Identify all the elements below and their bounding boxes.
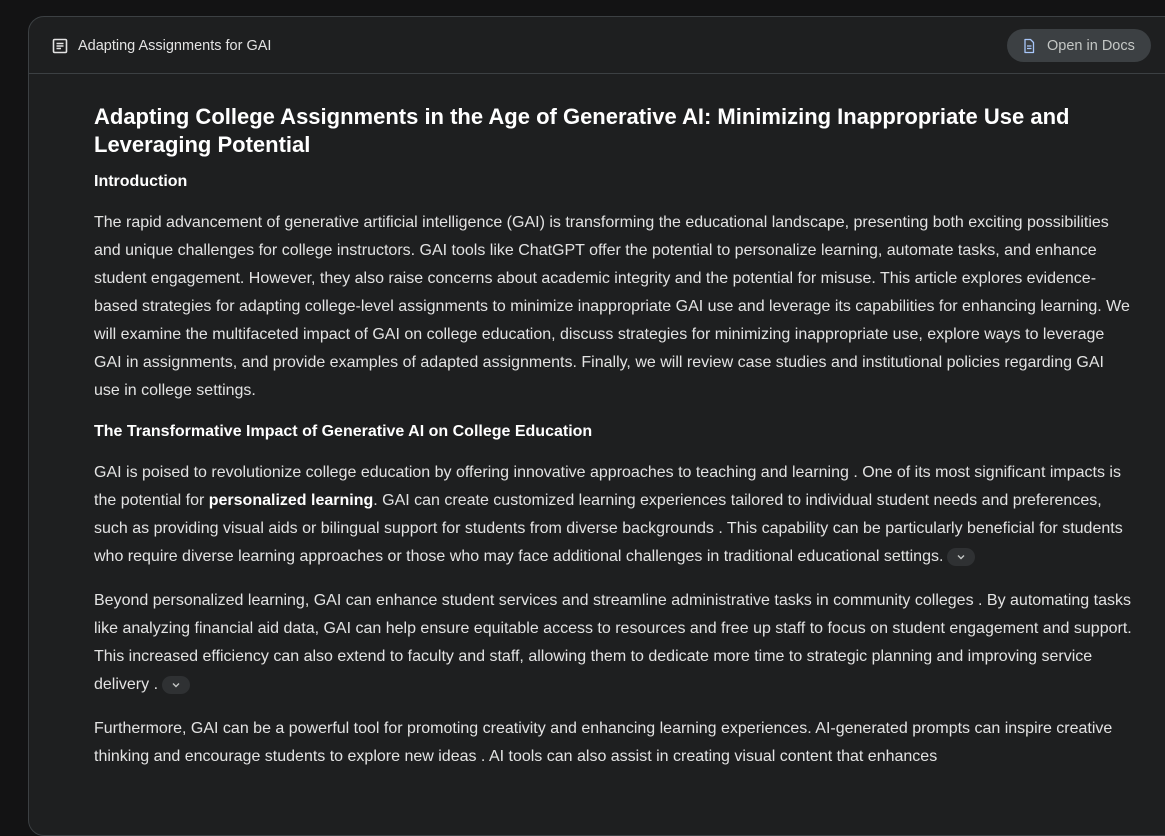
expand-sources-chip[interactable]	[947, 548, 975, 566]
document-content	[94, 103, 1134, 771]
intro-paragraph: The rapid advancement of generative artificial intelligence (GAI) is transforming the educational landscape, presenting both exciting possibilities and unique challenges for college instructors. GAI tools like ChatGPT offer the potential to personalize learning, automate tasks, and enhance student engagement. However, they also raise concerns about academic integrity and the potential for misuse. This article explores evidence-based strategies for adapting college-level assignments to minimize inappropriate GAI use and leverage its capabilities for enhancing learning. We will examine the multifaceted impact of GAI on college education, discuss strategies for minimizing inappropriate use, explore ways to leverage GAI in assignments, and provide examples of adapted assignments. Finally, we will review case studies and institutional policies regarding GAI use in college settings.	[94, 214, 1130, 399]
paragraph-student-services	[94, 587, 1134, 699]
paragraph-text: GAI is poised to revolutionize college education by offering innovative approaches to teaching and learning . One of its most significant impacts is the potential for	[94, 464, 1121, 509]
paragraph-text: Beyond personalized learning, GAI can enhance student services and streamline administrative tasks in community colleges . By automating tasks like analyzing financial aid data, GAI can help ensure equitable access to resources and free up staff to focus on student engagement and support. This increased efficiency can also extend to faculty and staff, allowing them to dedicate more time to strategic planning and improving service delivery .	[94, 592, 1132, 693]
chevron-down-icon	[171, 680, 181, 690]
bold-phrase: personalized learning	[208, 492, 374, 509]
paragraph-text: . GAI can create customized learning experiences tailored to individual student needs and preferences, such as providing visual aids or bilingual support for students from diverse backgrounds . This capability can be particularly beneficial for students who require diverse learning approaches or those who may face additional challenges in traditional educational settings.	[94, 492, 1123, 565]
chevron-down-icon	[956, 552, 966, 562]
paragraph-personalized-learning	[94, 459, 1134, 571]
expand-sources-chip[interactable]	[162, 676, 190, 694]
document-title: Adapting College Assignments in the Age of Generative AI: Minimizing Inappropriate Use and Leveraging Potential	[94, 104, 1070, 157]
paragraph-creativity: Furthermore, GAI can be a powerful tool for promoting creativity and enhancing learning experiences. AI-generated prompts can inspire creative thinking and encourage students to explore new ideas . AI tools can also assist in creating visual content that enhances	[94, 720, 1113, 765]
docs-file-icon	[1021, 38, 1037, 54]
open-in-docs-button[interactable]	[1007, 29, 1151, 62]
section-heading-impact: The Transformative Impact of Generative AI on College Education	[94, 423, 593, 440]
document-panel	[28, 16, 1165, 836]
document-icon	[51, 37, 69, 55]
open-in-docs-label: Open in Docs	[1047, 37, 1135, 54]
panel-header	[29, 17, 1165, 74]
introduction-heading: Introduction	[94, 173, 188, 190]
panel-title: Adapting Assignments for GAI	[78, 38, 272, 54]
